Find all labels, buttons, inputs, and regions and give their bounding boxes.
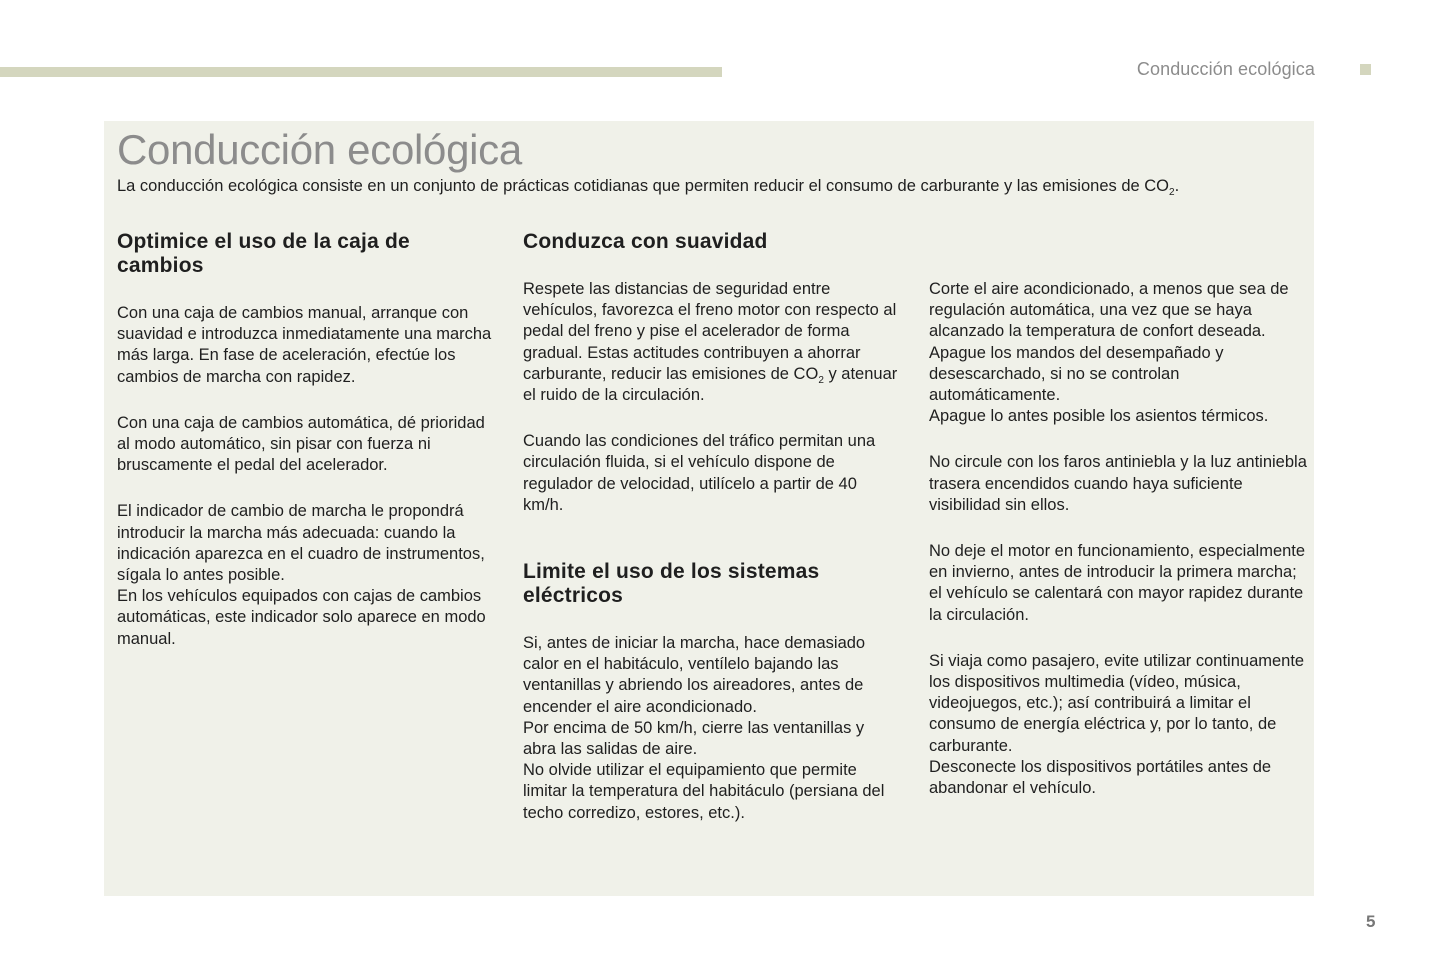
heading-smooth-driving: Conduzca con suavidad <box>523 230 768 253</box>
paragraph-fog-lights: No circule con los faros antiniebla y la luz antiniebla trasera encendidos cuando haya suficiente visibilidad sin ellos. <box>929 453 1307 514</box>
paragraph-manual-gearbox: Con una caja de cambios manual, arranque con suavidad e introduzca inmediatamente una marcha más larga. En fase de aceleración, efectúe los cambios de marcha con rapidez. <box>117 304 492 386</box>
column-gearbox <box>117 230 495 650</box>
intro-text: La conducción ecológica consiste en un conjunto de prácticas cotidianas que permiten reducir el consumo de carburante y las emisiones de CO <box>117 177 1170 195</box>
page-title: Conducción ecológica <box>117 126 522 173</box>
heading-gearbox: Optimice el uso de la caja de cambios <box>117 230 410 277</box>
header-square-marker <box>1360 64 1371 75</box>
paragraph-safety-distances <box>523 279 901 406</box>
running-header-title: Conducción ecológica <box>1136 59 1315 79</box>
paragraph-portable-devices: Desconecte los dispositivos portátiles antes de abandonar el vehículo. <box>929 757 1272 798</box>
heading-electrical-systems: Limite el uso de los sistemas eléctricos <box>523 560 820 608</box>
paragraph-automatic-gearbox: Con una caja de cambios automática, dé prioridad al modo automático, sin pisar con fuerza ni bruscamente el pedal del acelerador. <box>117 413 485 475</box>
column-electrical-tips <box>929 230 1309 799</box>
intro-subscript: 2 <box>1169 187 1175 198</box>
paragraph-heated-seats: Apague lo antes posible los asientos térmicos. <box>929 407 1269 426</box>
co2-subscript: 2 <box>818 374 824 386</box>
column-smooth-driving <box>523 230 901 824</box>
paragraph-ventilate: Si, antes de iniciar la marcha, hace demasiado calor en el habitáculo, ventílelo bajando las ventanillas y abriendo los aireadores, antes de encender el aire acondicionado. <box>523 634 866 716</box>
page-number: 5 <box>1366 912 1376 931</box>
paragraph-engine-idle: No deje el motor en funcionamiento, especialmente en invierno, antes de introducir la primera marcha; el vehículo se calentará con mayor rapidez durante la circulación. <box>929 542 1306 624</box>
paragraph-cruise-control: Cuando las condiciones del tráfico permitan una circulación fluida, si el vehículo dispone de regulador de velocidad, utilícelo a partir de 40 km/h. <box>523 432 876 514</box>
intro-paragraph <box>117 175 1267 197</box>
paragraph-gear-indicator: El indicador de cambio de marcha le propondrá introducir la marcha más adecuada: cuando la indicación aparezca en el cuadro de instrumentos, sígala lo antes posible. <box>117 502 485 585</box>
paragraph-air-conditioning: Corte el aire acondicionado, a menos que sea de regulación automática, una vez que se haya alcanzado la temperatura de confort deseada. <box>929 280 1289 341</box>
intro-text-end: . <box>1174 177 1180 195</box>
paragraph-demisting: Apague los mandos del desempañado y desescarchado, si no se controlan automáticamente. <box>929 343 1224 405</box>
paragraph-close-windows: Por encima de 50 km/h, cierre las ventanillas y abra las salidas de aire. <box>523 718 865 759</box>
paragraph-multimedia: Si viaja como pasajero, evite utilizar continuamente los dispositivos multimedia (vídeo, música, videojuegos, etc.); así contribuirá a limitar el consumo de energía eléctrica y, por lo tanto, de carburante. <box>929 651 1305 755</box>
header-rule <box>0 67 722 77</box>
paragraph-safety-distances-end: y atenuar el ruido de la circulación. <box>523 364 898 405</box>
paragraph-sun-blinds: No olvide utilizar el equipamiento que permite limitar la temperatura del habitáculo (persiana del techo corredizo, estores, etc.). <box>523 761 885 822</box>
paragraph-safety-distances-text: Respete las distancias de seguridad entre vehículos, favorezca el freno motor con respecto al pedal del freno y pise el acelerador de forma gradual. Estas actitudes contribuyen a ahorrar carburante, reducir las emisiones de CO <box>523 280 897 383</box>
paragraph-gear-indicator-note: En los vehículos equipados con cajas de cambios automáticas, este indicador solo aparece en modo manual. <box>117 587 486 648</box>
